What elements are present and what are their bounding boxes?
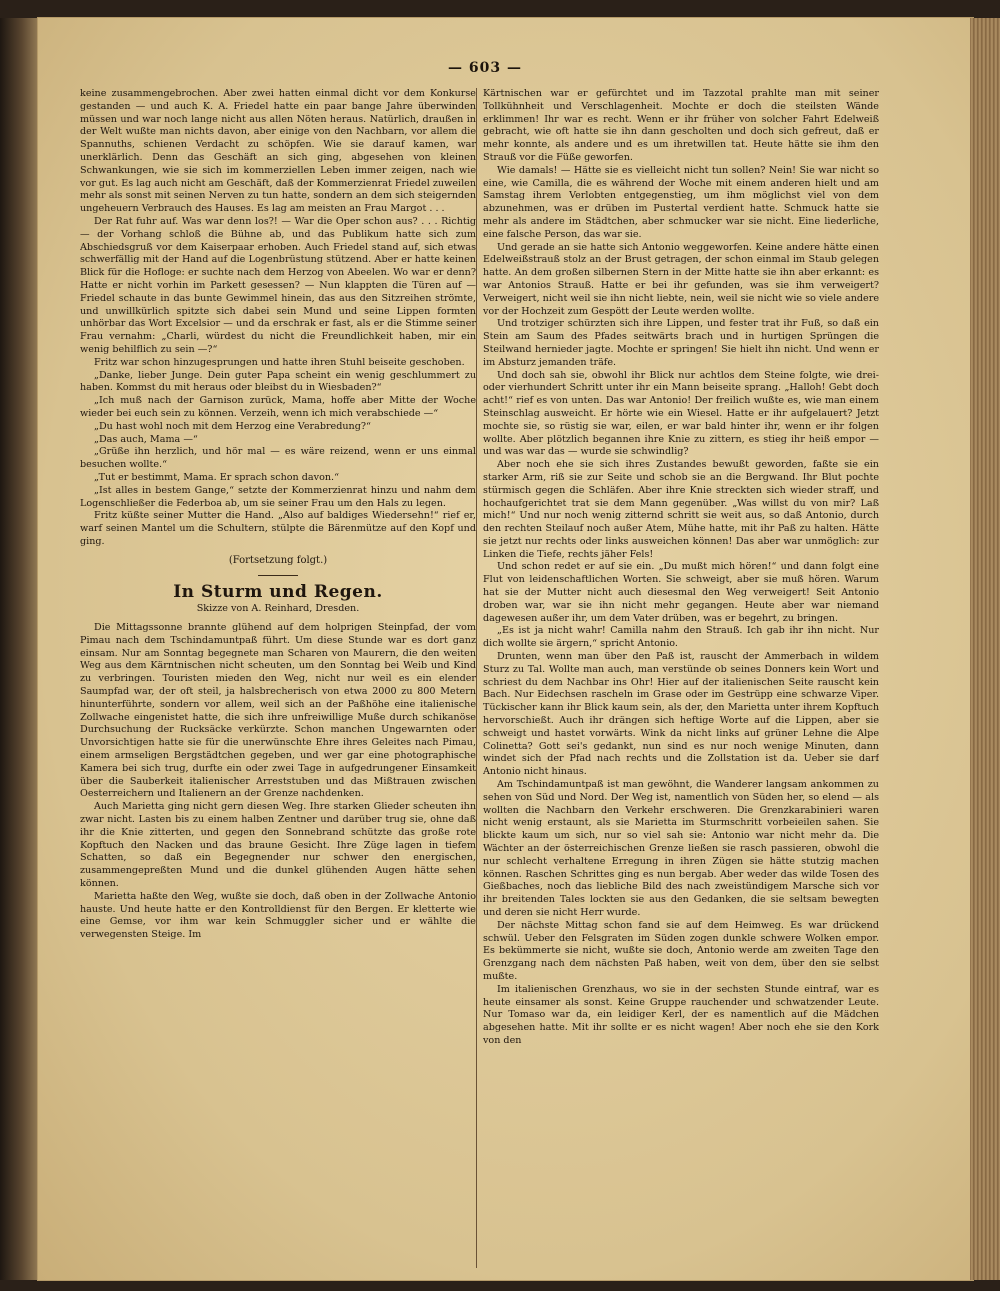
paragraph: Und doch sah sie, obwohl ihr Blick nur achtlos dem Steine folgte, wie drei- oder vierhundert Schritt unter ihr ein Mann beiseite sprang. „Halloh! Gebt doch acht!“ rief es von unten. Das war Antonio! Der freilich wußte es, wie man einem Steinschlag ausweicht. Er hörte wie ein Wiesel. Hatte er ihr aufgelauert? Jetzt mochte sie, so rüstig sie war, eilen, er war bald hinter ihr, wenn er ihr folgen wollte. Aber plötzlich begannen ihre Knie zu zittern, es stieg ihr heiß empor — und was war das — wurde sie schwindlig? [483, 369, 879, 458]
paragraph: „Ist alles in bestem Gange,“ setzte der Kommerzienrat hinzu und nahm dem Logenschließer die Federboa ab, um sie seiner Frau um den Hals zu legen. [80, 484, 476, 509]
paragraph: „Du hast wohl noch mit dem Herzog eine Verabredung?“ [94, 420, 371, 432]
section-divider [258, 575, 298, 576]
right-column [483, 88, 879, 1268]
paragraph: „Danke, lieber Junge. Dein guter Papa scheint ein wenig geschlummert zu haben. Kommst du mit heraus oder bleibst du in Wiesbaden?“ [80, 369, 476, 394]
story-title: In Sturm und Regen. [173, 582, 383, 603]
paragraph: „Ich muß nach der Garnison zurück, Mama, hoffe aber Mitte der Woche wieder bei euch sein zu können. Verzeih, wenn ich mich verabschiede —“ [80, 395, 476, 419]
paragraph: Fritz küßte seiner Mutter die Hand. „Also auf baldiges Wiedersehn!“ rief er, warf seinen Mantel um die Schultern, stülpte die Bärenmütze auf den Kopf und ging. [80, 510, 476, 547]
paragraph: Und gerade an sie hatte sich Antonio weggeworfen. Keine andere hätte einen Edelweißstrauß stolz an der Brust getragen, der schon einmal im Staub gelegen hatte. An dem großen silbernen Stern in der Mitte hatte sie ihn aber erkannt: es war Antonios Strauß. Hatte er bei ihr gefunden, was sie ihm verweigert? Verweigert, nicht weil sie ihn nicht liebte, nein, weil sie nicht wie so viele andere vor der Hochzeit zum Gespött der Leute werden wollte. [483, 241, 879, 317]
paragraph: Aber noch ehe sie sich ihres Zustandes bewußt geworden, faßte sie ein starker Arm, riß sie zur Seite und schob sie an die Bergwand. Ihr Blut pochte stürmisch gegen die Schläfen. Aber ihre Knie streckten sich wieder straff, und hochaufgerichtet trat sie dem Mann gegenüber. „Was willst du von mir? Laß mich!“ Und nur noch wenig zitternd schritt sie weit aus, so daß Antonio, durch den rechten Steilauf noch außer Atem, Mühe hatte, mit ihr Paß zu halten. Hätte sie jetzt nur rechts oder links ausweichen können! Das aber war unmöglich: zur Linken die Tiefe, rechts jäher Fels! [483, 459, 879, 560]
paragraph: Kärtnischen war er gefürchtet und im Tazzotal prahlte man mit seiner Tollkühnheit und Verschlagenheit. Mochte er doch die steilsten Wände erklimmen! Ihr war es recht. Wenn er ihr früher von solcher Fahrt Edelweiß gebracht, wie oft hatte sie ihn dann gescholten und doch sich gefreut, daß er mehr konnte, als andere und es um ihretwillen tat. Heute hätte sie ihm den Strauß vor die Füße geworfen. [483, 88, 879, 163]
paragraph: „Grüße ihn herzlich, und hör mal — es wäre reizend, wenn er uns einmal besuchen wollte.“ [80, 446, 476, 471]
paragraph: Und trotziger schürzten sich ihre Lippen, und fester trat ihr Fuß, so daß ein Stein am Saum des Pfades seitwärts brach und in hurtigen Sprüngen die Steilwand hernieder jagte. Mochte er springen! Sie hielt ihn nicht. Und wenn er im Absturz jemanden träfe. [483, 318, 879, 368]
paragraph: Fritz war schon hinzugesprungen und hatte ihren Stuhl beiseite geschoben. [94, 356, 465, 368]
story-byline: Skizze von A. Reinhard, Dresden. [196, 603, 360, 615]
paragraph: „Das auch, Mama —“ [94, 433, 198, 445]
paragraph: keine zusammengebrochen. Aber zwei hatten einmal dicht vor dem Konkurse gestanden — und auch K. A. Friedel hatte ein paar bange Jahre überwinden müssen und war noch lange nicht aus allen Nöten heraus. Natürlich, draußen in der Welt wußte man nichts davon, aber einige von den Nachbarn, vor allem die Spannuths, schienen Verdacht zu schöpfen. Wie sie darauf kamen, war unerklärlich. Denn das Geschäft an sich ging, abgesehen von kleinen Schwankungen, wie sie sich im kommerziellen Leben immer zeigen, nach wie vor gut. Es lag auch nicht am Geschäft, daß der Kommerzienrat Friedel zuweilen mehr als sonst mit seinen Nerven zu tun hatte, sondern an dem sich steigernden ungeheuern Verbrauch des Hauses. Es lag am meisten an Frau Margot . . . [80, 88, 476, 215]
paragraph: Der Rat fuhr auf. Was war denn los?! — War die Oper schon aus? . . . Richtig — der Vorhang schloß die Bühne ab, und das Publikum hatte sich zum Abschiedsgruß vor dem Kaiserpaar erhoben. Auch Friedel stand auf, sich etwas schwerfällig mit der Hand auf die Logenbrüstung stützend. Aber er hatte keinen Blick für die Hofloge: er suchte nach dem Herzog von Abeelen. Wo war er denn? Hatte er nicht vorhin im Parkett gesessen? — Nun klappten die Türen auf — Friedel schaute in das bunte Gewimmel hinein, das aus den Sitzreihen strömte, und unwillkürlich spitzte sich dabei sein Mund und seine Lippen formten unhörbar das Wort Excelsior — und da erschrak er fast, als er die Stimme seiner Frau vernahm: „Charli, würdest du nicht die Freundlichkeit haben, mir ein wenig behilflich zu sein —?“ [80, 215, 476, 355]
paragraph: „Tut er bestimmt, Mama. Er sprach schon davon.“ [94, 471, 339, 483]
paragraph: Der nächste Mittag schon fand sie auf dem Heimweg. Es war drückend schwül. Ueber den Felsgraten im Süden zogen dunkle schwere Wolken empor. Es bekümmerte sie nicht, wußte sie doch, Antonio werde am zweiten Tage den Grenzgang nach dem nächsten Paß haben, weit von dem, über den sie selbst mußte. [483, 919, 879, 982]
page-number: — 603 — [448, 60, 522, 76]
continued-note: (Fortsetzung folgt.) [228, 554, 328, 566]
paragraph: Drunten, wenn man über den Paß ist, rauscht der Ammerbach in wildem Sturz zu Tal. Wollte man auch, man verstünde ob seines Donners kein Wort und schriest du dem Nachbar ins Ohr! Hier auf der italienischen Seite rauscht kein Bach. Nur Eidechsen rascheln im Grase oder im Gestrüpp eine schwarze Viper. Tückischer kann ihr Blick kaum sein, als der, den Marietta unter ihrem Kopftuch hervorschießt. Auch ihr drängen sich heftige Worte auf die Lippen, aber sie schweigt und hastet vorwärts. Wink da nicht links auf grüner Lehne die Alpe Colinetta? Gott sei's gedankt, nun sind es nur noch wenige Minuten, dann windet sich der Pfad nach rechts und die Zollstation ist da. Ueber sie darf Antonio nicht hinaus. [483, 651, 879, 778]
paragraph: Marietta haßte den Weg, wußte sie doch, daß oben in der Zollwache Antonio hauste. Und heute hatte er den Kontrolldienst für den Bergen. Er kletterte wie eine Gemse, vor ihm war kein Schmuggler sicher und er wählte die verwegensten Steige. Im [80, 890, 476, 941]
paragraph: Wie damals! — Hätte sie es vielleicht nicht tun sollen? Nein! Sie war nicht so eine, wie Camilla, die es während der Woche mit einem anderen hielt und am Samstag ihrem Verlobten entgegenstieg, um ihm möglichst viel von dem abzunehmen, was er drüben im Pustertal verdient hatte. Schmuck hatte sie mehr als andere im Städtchen, aber schmucker war sie nicht. Eine liederliche, eine falsche Person, das war sie. [483, 164, 879, 240]
paragraph: Im italienischen Grenzhaus, wo sie in der sechsten Stunde eintraf, war es heute einsamer als sonst. Keine Gruppe rauchender und schwatzender Leute. Nur Tomaso war da, ein leidiger Kerl, der es namentlich auf die Mädchen abgesehen hatte. Mit ihr sollte er es nicht wagen! Aber noch ehe sie den Kork von den [483, 983, 879, 1046]
column-rule [476, 88, 477, 1268]
paragraph: Die Mittagssonne brannte glühend auf dem holprigen Steinpfad, der vom Pimau nach dem Tschindamuntpaß führt. Um diese Stunde war es dort ganz einsam. Nur am Sonntag begegnete man Scharen von Maurern, die den weiten Weg aus dem Kärntnischen nicht scheuten, um den Sonntag bei Weib und Kind zu verbringen. Touristen mieden den Weg, nicht nur weil es ein elender Saumpfad war, der oft steil, ja halsbrecherisch von etwa 2000 zu 800 Metern hinunterführte, sondern vor allem, weil sich an der Paßhöhe eine italienische Zollwache eingenistet hatte, die sich ihre unfreiwillige Muße durch schikanöse Durchsuchung der Rucksäcke verkürzte. Schon manchen Ungewarnten oder Unvorsichtigen hatte sie für die unerwünschte Ehre ihres Geleites nach Pimau, einem armseligen Bergstädtchen gegeben, und wer gar eine photographische Kamera bei sich trug, durfte ein oder zwei Tage in aufgedrungener Einsamkeit über die Sauberkeit italienischer Arreststuben und das Mißtrauen zwischen Oesterreichern und Italienern an der Grenze nachdenken. [80, 622, 476, 800]
page-edges [970, 18, 1000, 1280]
paragraph: Am Tschindamuntpaß ist man gewöhnt, die Wanderer langsam ankommen zu sehen von Süd und Nord. Der Weg ist, namentlich von Süden her, so elend — als wollten die Nachbarn den Verkehr erschweren. Die Grenzkarabinieri waren nicht wenig erstaunt, als sie Marietta im Sturmschritt vorbeieilen sahen. Sie blickte kaum um sich, nur so viel sah sie: Antonio war nicht mehr da. Die Wächter an der österreichischen Grenze ließen sie rasch passieren, obwohl die nur schlecht verhaltene Erregung in ihren Zügen sie hätte stutzig machen können. Raschen Schrittes ging es nun bergab. Aber weder das wilde Tosen des Gießbaches, noch das liebliche Bild des nach zweistündigem Marsche sich vor ihr breitenden Tales lockten sie aus den Gedanken, die sie seltsam bewegten und deren sie nicht Herr wurde. [483, 779, 879, 918]
paragraph: „Es ist ja nicht wahr! Camilla nahm den Strauß. Ich gab ihr ihn nicht. Nur dich wollte sie ärgern,“ spricht Antonio. [483, 625, 879, 650]
paragraph: Auch Marietta ging nicht gern diesen Weg. Ihre starken Glieder scheuten ihn zwar nicht. Lasten bis zu einem halben Zentner und darüber trug sie, ohne daß ihr die Knie zitterten, und gegen den Sonnebrand schützte das große rote Kopftuch den Nacken und das braune Gesicht. Ihre Züge lagen in tiefem Schatten, so daß ein Begegnender nur schwer den energischen, zusammengepreßten Mund und die dunkel glühenden Augen hätte sehen können. [80, 801, 476, 890]
paragraph: Und schon redet er auf sie ein. „Du mußt mich hören!“ und dann folgt eine Flut von leidenschaftlichen Worten. Sie schweigt, aber sie muß hören. Warum hat sie der Mutter nicht auch diesesmal den Weg verweigert! Seit Antonio droben war, war sie ihn nicht mehr gegangen. Heute aber war niemand dagewesen außer ihr, um dem Vater drüben, was er begehrt, zu bringen. [483, 561, 879, 624]
left-column [80, 88, 476, 1268]
